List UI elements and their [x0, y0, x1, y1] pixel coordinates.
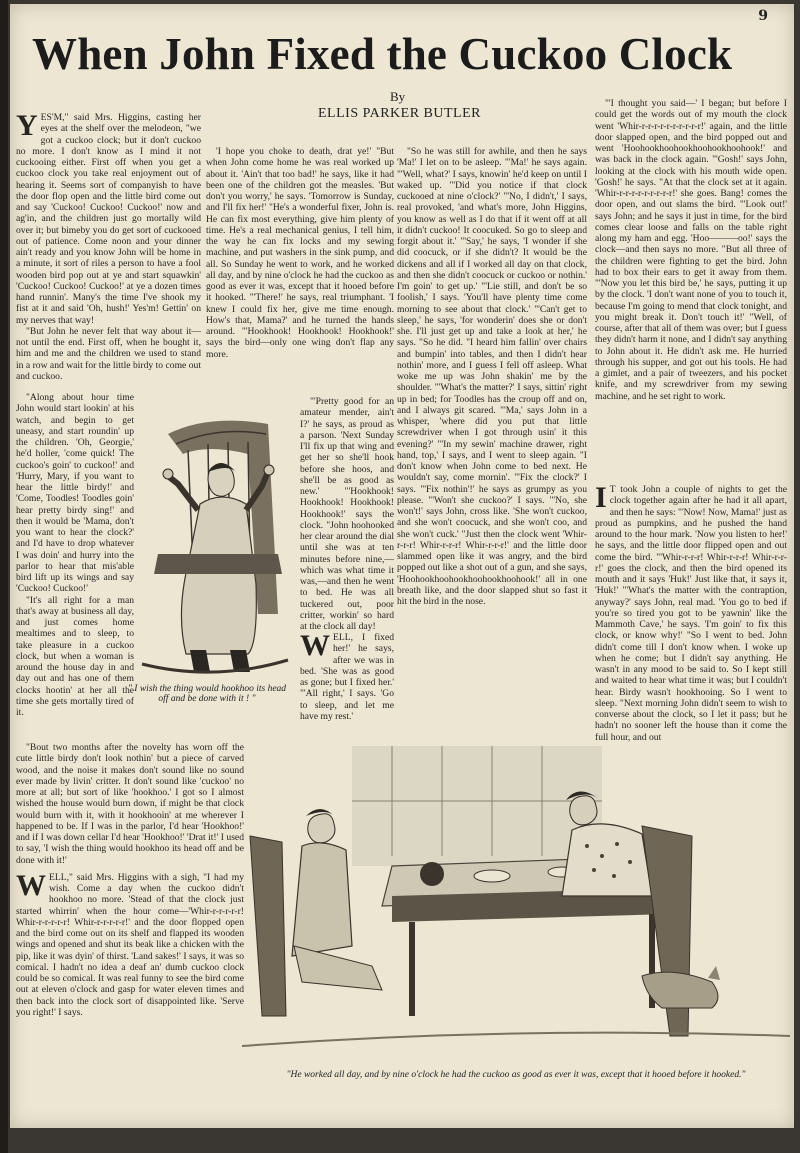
drop-cap: I [595, 481, 607, 514]
paragraph: "So he was still for awhile, and then he says 'Ma!' I let on to be asleep. "'Ma!' he says again. "'Well, what?' I says, knowin' he'd keep on until I waked up. "'Did you notice if that clock cuckooed at nine o'clock?' "'No, I didn't,' I says, real provoked, 'and what's more, John Higgins, you know as well as I do that if it went off at all it didn't cuckoo! It coocuked. So go to sleep and forgit about it.' "'Say,' he says, 'I wonder if she did coocuck, or if she didn't? It would be the dickens and all if I worked all day on that clock, and then she didn't coocuck or cuckoo or nothin.' I'm goin' to get up.' "'Lie still, and don't be so foolish,' I says. 'You'll have plenty time come morning to see about that clock.' "'Can't get to sleep,' he says, 'for wonderin' does she or don't she. I'll just get up and take a look at her,' he says. "So he did. "I heard him fallin' over chairs and bumpin' into tables, and then I didn't hear nothin' more, and I guess I fell off asleep. What woke me up was John shakin' me by the shoulder. "'What's the matter?' I says, sittin' right up in bed; for Toodles has the croup off and on, and I always git scared. "'Ma,' says John in a whisper, 'where did you put that little screwdriver when I got through usin' it this evening?' "'In my sewin' machine drawer, right hand, top,' I says, and I went to sleep again. "I don't know when John come to bed next. He wouldn't say, come mornin'. "'Fix the clock?' I says. "'Fix nothin'!' he says as grumpy as you please. "'Won't she cuckoo?' I says. "'No, she won't!' says John, cross like. 'She won't cuckoo, and she won't coocuck, and she won't coo, and she won't cuck.' "Just then the clock went 'Whir-r-r-r! Whir-r-r-r! Whir-r-r-r!' and the little door slammed open like it was angry, and the bird popped out like a shot out of a gun, and she says, 'Hoohookhoohookhoohookhoohook!' all in one breath like, and the door slapped shut so fast it hit the bird in the nose. [397, 146, 587, 607]
paragraph-text: ES'M," said Mrs. Higgins, casting her eyes at the shelf over the melodeon, "we got a cuckoo clock; but it don't cuckoo no more. I don't know as I mind it not cuckooing either. First off when you get a cuckoo clock you take real enjoyment out of hearing it. Seems sort of companyish to have the door flop open and the little bird come out and say 'Cuckoo! Cuckoo! Cuckoo!' now and ag'in, and the children just go mortally wild over it; but bimeby you do get sort of cuckooed out of patience. Come noon and your dinner ain't ready and you know John will be home in a minute, it sort of riles a person to have a fool wooden bird pop out at ye and start squawkin' 'Cuckoo! Cuckoo! Cuckoo!' at ye a dozen times hand runnin'. Many's the time I've shook my fist at it and said 'Oh, hush!' Yes'm! Gettin' on my nerves that way! [16, 112, 201, 326]
paragraph-text: ELL," said Mrs. Higgins with a sigh, "I had my wish. Come a day when the cuckoo didn't hookhoo no more. 'Stead of that the clock just started whirrin' when the hour come—'Whir-r-r-r-r-r! Whir-r-r-r-r-r! Whir-r-r-r-r-r!' and the door flopped open and the bird come out on its shelf and flapped its wooden wings and opened and shut its beak like a chicken with the pip, like it was dyin' of thirst. 'Land sakes!' I says, it was so comical. I hadn't no idea a deaf an' dumb cuckoo clock could be so comical. It was real funny to see the bird come out at eleven o'clock and gasp for water eleven times and then back into the clock sort of disappointed like. 'Serve you right!' I says. [16, 871, 244, 1018]
paragraph-text: T took John a couple of nights to get the clock together again after he had it all apart, and then he says: "'Now! Now, Mama!' just as proud as pumpkins, and he pushed the hand around to the hour mark. 'Now you listen to her!' he says, and the little door flipped open and out come the bird. "'Whir-r-r-r! Whir-r-r-r! Whir-r-r-r!' goes the clock, and then the bird opened its mouth and it says 'Huk!' Just like that, it says it, 'Huk!' "'What's the matter with the contraption, anyway?' says John, real mad. 'You go to bed if you're so tired you got to be yawnin' like the Mammoth Cave,' he says. 'I'm goin' to fix this clock, or know why!' "So I went to bed. John didn't come till I don't know when. I woke up when he come; but I didn't say anything. He wasn't in any mood to be said to. So I kept still and waited to hear what time it was; but I couldn't hear. Birdy wasn't hookhooing. So I went to sleep. "Next morning John didn't seem to wish to converse about the clock, so I let it pass; but he hadn't no sooner left the house than it come the full hour, and out [595, 484, 787, 743]
drop-cap: W [300, 629, 330, 662]
column-2-top [206, 146, 394, 414]
paragraph: "Along about hour time John would start lookin' at his watch, and begin to get uneasy, and start roundin' up the children. 'Oh, Georgie,' he'd holler, 'come quick! The cuckoo's goin' to cuckoo!' and 'Hurry, Mary, if you want to hear the little birdy!' and 'Come, Toodles! Toodles goin' hear pretty birdy sing!' and then it would be 'Mama, don't you want to hear the clock?' and I'd have to drop whatever I was doin' and hurry into the parlor to hear that mis'able bird lift up its wings and say 'Cuckoo! Cuckoo!' [16, 392, 134, 595]
drop-cap: Y [16, 109, 38, 142]
paragraph: 'I hope you choke to death, drat ye!' "But when John come home he was real worked up about it. 'Ain't that too bad!' he says, like it had been one of the children got the measles. 'But don't you worry,' he says. 'Tomorrow is Sunday, and I'll fix her!' "He's a wonderful fixer, John is. He can fix most everything, give him plenty of time. He's a real mechanical genius, I tell him, the way he can fix locks and my sewing machine, and put washers in the sink pump, and all. So Sunday he went to work, and he worked all day, and by nine o'clock he had the cuckoo as good as ever it was, except that it hooed before it hooked. "'There!' he says, real triumphant. 'I knew I could fix her, give me time enough. How's that, Mama?' and he turned the hands around. "'Hookhook! Hookhook! Hookhook!' says the bird—only one wing don't flap any more. [206, 146, 394, 360]
column-2-bottom [300, 629, 394, 744]
column-4-top [595, 98, 787, 478]
illustration-caption: "He worked all day, and by nine o'clock he had the cuckoo as good as ever it was, except that it hooed before it hooked." [286, 1070, 746, 1080]
paragraph [16, 868, 244, 1018]
paragraph: "'Pretty good for an amateur mender, ain't I?' he says, as proud as a parson. 'Next Sunday I'll fix up that wing and get her so she'll hook before she hoos, and she'll be as good as new.' "'Hookhook! Hookhook! Hookhook! Hookhook!' says the clock. "John hoohooked her clear around the dial until she was at ten minutes before nine,—which was what time it was,—and then he went to bed. He was all tuckered out, poor critter, workin' so hard at the clock all day! [300, 396, 394, 632]
illustration-family-table [242, 746, 790, 1066]
illustration-caption: " I wish the thing would hookhoo its head off and be done with it ! " [127, 684, 287, 704]
paragraph-text: ELL, I fixed her!' he says, after we was in bed. 'She was as good as gone; but I fixed her.' "'All right,' I says. 'Go to sleep, and let me have my rest.' [300, 632, 394, 722]
page-number: 9 [758, 8, 768, 24]
drop-cap: W [16, 868, 46, 902]
column-2-narrow [300, 396, 394, 632]
paragraph: "Bout two months after the novelty has worn off the cute little birdy don't look nothin' but a piece of carved wood, and the noise it makes don't sound like no sound ever made by livin' critter. It don't sound like 'cuckoo' no more at all; but sort of like 'hookhoo.' I got so I almost wished the house would burn down, if might be that clock would burn with it, with it hookhooin' at me wherever I happened to be. If I was in the parlor, I'd hear 'Hookhoo!' and if I was down cellar I'd hear 'Hookhoo!' 'Drat it!' I used to say, 'I wish the thing would hookhoo its head off and be done with it!' [16, 742, 244, 866]
column-1-narrow [16, 392, 134, 736]
column-1-bottom [16, 742, 244, 1122]
byline-by: By [390, 89, 406, 104]
paragraph: "But John he never felt that way about it—not until the end. First off, when he bought it, him and me and the children we used to stand in a row and wait for the little birdy to come out and cuckoo. [16, 325, 201, 382]
paragraph [300, 629, 394, 722]
binding-spine [0, 0, 8, 1153]
magazine-page [10, 4, 794, 1128]
column-3 [397, 146, 587, 714]
column-4-bottom [595, 481, 787, 746]
illustration-woman-rocking-chair [138, 414, 290, 676]
paragraph [595, 481, 787, 743]
column-1-top [16, 109, 201, 392]
author-name: ELLIS PARKER BUTLER [318, 106, 481, 121]
paragraph: "It's all right for a man that's away at business all day, and just comes home mealtimes and to sleep, to take pleasure in a cuckoo clock, but when a woman is around the house day in and day out and has one of them clocks hootin' at her all the time she gets mortally tired of it. [16, 594, 134, 718]
paragraph: "'I thought you said—' I began; but before I could get the words out of my mouth the clock went 'Whir-r-r-r-r-r-r-r-r-r-r!' again, and the little door slapped open, and the bird popped out and went 'Hoohookhoohookhoohookhoohook!' and was back in the clock again. "'Gosh!' says John, looking at the clock with his mouth wide open. 'Gosh!' he says. "At that the clock set at it again. 'Whir-r-r-r-r-r-r-r-r-r!' she goes. Bang! comes the door open, and out slams the bird. "'Look out!' says John; and he says it just in time, for the bird comes clear loose and falls on the table right along my ham and egg. 'Hoo———oo!' says the clock—and then says no more. "But all three of the children were fighting to get the bird. John had to box their ears to get it away from them. "'Now you let this bird be,' he says, putting it up by the clock. 'I don't want none of you to touch it, because I'm going to mend that clock tonight, and you might break it. Don't touch it!' "Well, of course, after that all of them was over; but I guess they didn't harm it none, and I didn't say anything to John about it. He didn't ask me. He hurried through his supper, and got out his tools. He had a gimlet, and a pair of tweezers, and his pocket knife, and my screwdriver from my sewing machine, and he set right to work. [595, 98, 787, 402]
paragraph [16, 109, 201, 326]
story-title: When John Fixed the Cuckoo Clock [32, 29, 733, 79]
